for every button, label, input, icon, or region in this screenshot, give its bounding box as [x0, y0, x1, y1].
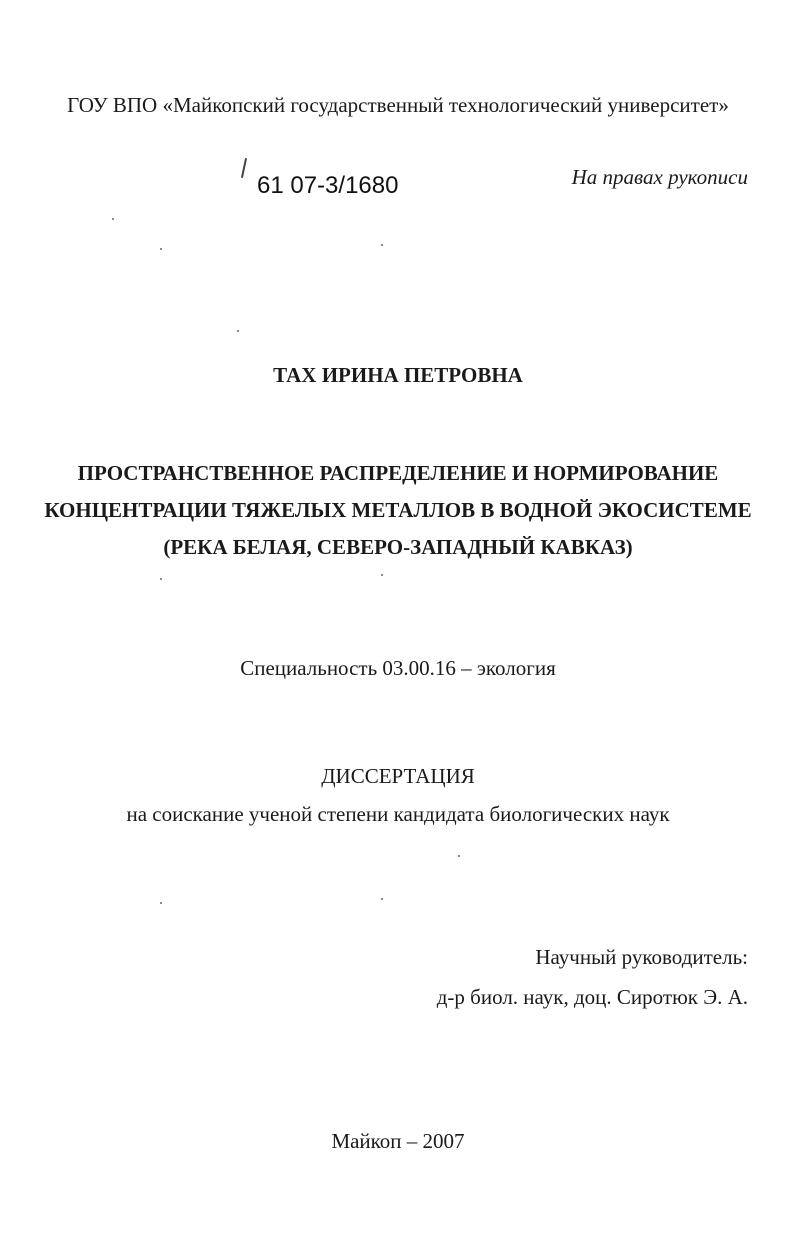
scan-speck	[381, 574, 383, 576]
stamp-mark	[241, 158, 247, 178]
scan-speck	[112, 218, 114, 220]
title-line-1: ПРОСТРАНСТВЕННОЕ РАСПРЕДЕЛЕНИЕ И НОРМИРОВАНИЕ	[77, 461, 719, 485]
place-year: Майкоп – 2007	[331, 1129, 465, 1153]
scan-speck	[160, 578, 162, 580]
degree-line: на соискание ученой степени кандидата биологических наук	[126, 802, 670, 826]
title-line-3: (РЕКА БЕЛАЯ, СЕВЕРО-ЗАПАДНЫЙ КАВКАЗ)	[163, 535, 633, 559]
author-name: ТАХ ИРИНА ПЕТРОВНА	[273, 363, 523, 387]
institution-header: ГОУ ВПО «Майкопский государственный технологический университет»	[67, 93, 729, 117]
scan-speck	[458, 855, 460, 857]
scan-speck	[160, 902, 162, 904]
work-type: ДИССЕРТАЦИЯ	[321, 764, 475, 788]
supervisor-label: Научный руководитель:	[535, 945, 748, 969]
scan-speck	[237, 330, 239, 332]
archive-stamp-code: 61 07-3/1680	[257, 172, 399, 199]
scan-speck	[381, 244, 383, 246]
scan-speck	[381, 898, 383, 900]
rights-note: На правах рукописи	[571, 165, 748, 189]
supervisor-name: д-р биол. наук, доц. Сиротюк Э. А.	[436, 985, 748, 1009]
specialty: Специальность 03.00.16 – экология	[240, 656, 556, 680]
scan-speck	[160, 248, 162, 250]
title-line-2: КОНЦЕНТРАЦИИ ТЯЖЕЛЫХ МЕТАЛЛОВ В ВОДНОЙ ЭКОСИСТЕМЕ	[44, 498, 752, 522]
